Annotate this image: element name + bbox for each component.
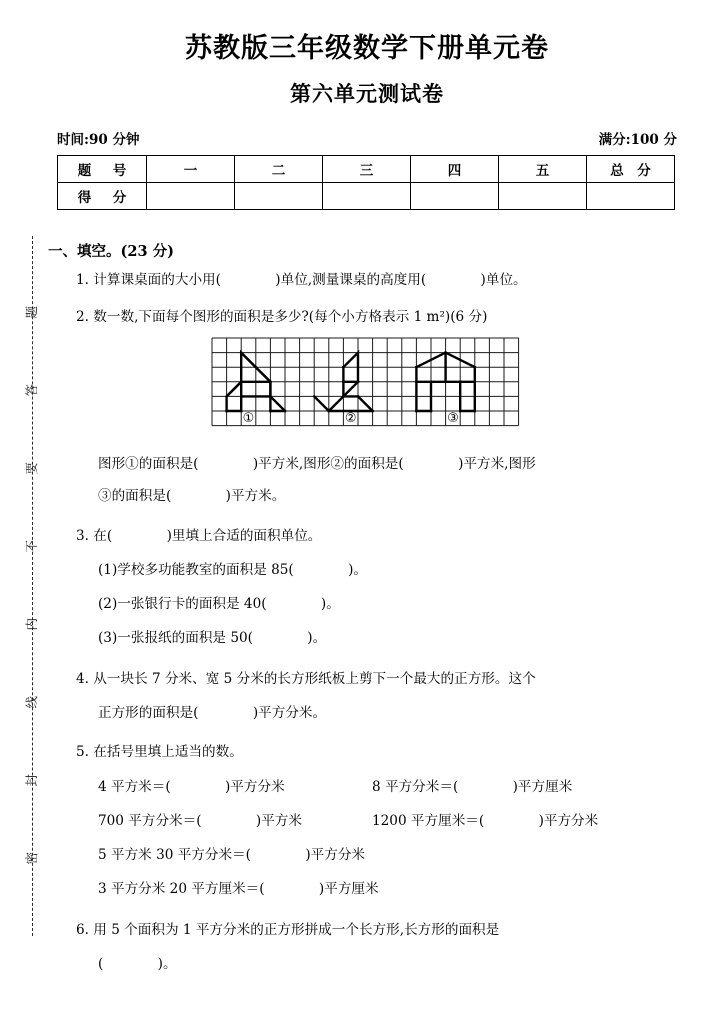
score-table-row — [58, 156, 675, 183]
seal-char-6: 封 — [23, 773, 39, 787]
score-table-score-cell[interactable] — [235, 183, 323, 210]
area-grid-svg — [211, 337, 520, 427]
exam-meta — [57, 128, 677, 148]
score-table-score-cell[interactable] — [323, 183, 411, 210]
seal-char-4: 内 — [23, 617, 39, 631]
figure-label-1: ① — [242, 410, 255, 426]
score-table-column-label: 总 分 — [587, 156, 675, 183]
question-1: 1. 计算课桌面的大小用( )单位,测量课桌的高度用( )单位。 — [76, 272, 527, 288]
question-5-line-2-left: 700 平方分米＝( )平方米 — [98, 813, 302, 829]
score-table-score-cell[interactable] — [587, 183, 675, 210]
question-5-line-4: 3 平方分米 20 平方厘米＝( )平方厘米 — [98, 881, 379, 897]
area-grid-figure — [211, 337, 520, 431]
figure-label-2: ② — [344, 410, 357, 426]
sealed-margin — [0, 0, 52, 1010]
question-2-answer-line-1: 图形①的面积是( )平方米,图形②的面积是( )平方米,图形 — [98, 456, 536, 472]
question-4-line-1: 4. 从一块长 7 分米、宽 5 分米的长方形纸板上剪下一个最大的正方形。这个 — [76, 671, 536, 687]
score-table-column-label: 二 — [235, 156, 323, 183]
score-table-column-label: 五 — [499, 156, 587, 183]
question-5-line-1-right: 8 平方分米＝( )平方厘米 — [372, 779, 573, 795]
seal-char-1: 答 — [23, 383, 39, 397]
page-subtitle: 第六单元测试卷 — [290, 81, 444, 106]
question-2-answer-line-2: ③的面积是( )平方米。 — [98, 488, 286, 504]
score-table-score-cell[interactable] — [147, 183, 235, 210]
score-table-column-label: 四 — [411, 156, 499, 183]
seal-char-2: 要 — [23, 461, 39, 475]
question-6-line-2: ( )。 — [98, 956, 177, 972]
question-3: 3. 在( )里填上合适的面积单位。 — [76, 528, 322, 544]
question-4-line-2: 正方形的面积是( )平方分米。 — [98, 705, 327, 721]
question-3-sub-c: (3)一张报纸的面积是 50( )。 — [98, 630, 327, 646]
question-5-line-2-right: 1200 平方厘米＝( )平方分米 — [372, 813, 599, 829]
seal-char-5: 线 — [23, 695, 39, 709]
question-2: 2. 数一数,下面每个图形的面积是多少?(每个小方格表示 1 m²)(6 分) — [76, 309, 488, 325]
score-table-row — [58, 183, 675, 210]
total-score-label: 满分:100 分 — [598, 132, 677, 148]
question-3-sub-b: (2)一张银行卡的面积是 40( )。 — [98, 596, 340, 612]
score-table-row-header: 题 号 — [58, 156, 147, 183]
question-5-line-1-left: 4 平方米＝( )平方分米 — [98, 779, 285, 795]
seal-char-3: 不 — [23, 539, 39, 553]
score-table-score-cell[interactable] — [499, 183, 587, 210]
question-6-line-1: 6. 用 5 个面积为 1 平方分米的正方形拼成一个长方形,长方形的面积是 — [76, 922, 500, 938]
time-limit-label: 时间:90 分钟 — [57, 132, 140, 148]
seal-char-7: 密 — [23, 851, 39, 865]
question-5-line-3: 5 平方米 30 平方分米＝( )平方分米 — [98, 847, 366, 863]
score-table-row-header: 得 分 — [58, 183, 147, 210]
figure-label-3: ③ — [447, 410, 459, 426]
score-table — [57, 155, 675, 210]
score-table-column-label: 一 — [147, 156, 235, 183]
score-table-score-cell[interactable] — [411, 183, 499, 210]
question-3-sub-a: (1)学校多功能教室的面积是 85( )。 — [98, 562, 367, 578]
seal-text-vertical — [18, 240, 46, 930]
section-heading-fill-in-blanks: 一、填空。(23 分) — [48, 243, 174, 260]
page-title: 苏教版三年级数学下册单元卷 — [185, 33, 549, 64]
score-table-column-label: 三 — [323, 156, 411, 183]
question-5: 5. 在括号里填上适当的数。 — [76, 744, 243, 760]
score-table-body — [58, 156, 675, 210]
seal-char-0: 题 — [23, 305, 39, 319]
